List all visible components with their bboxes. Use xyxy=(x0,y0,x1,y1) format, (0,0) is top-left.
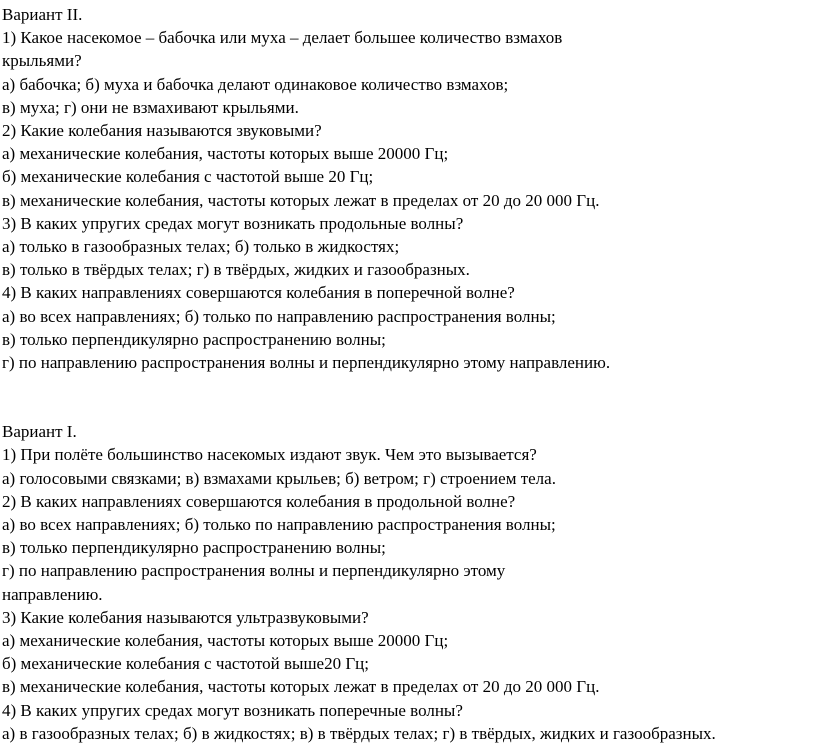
variant-2-line: в) муха; г) они не взмахивают крыльями. xyxy=(2,97,299,117)
variant-2-line: 4) В каких направлениях совершаются колебания в поперечной волне? xyxy=(2,283,515,303)
variant-1-line: 1) При полёте большинство насекомых издают звук. Чем это вызывается? xyxy=(2,445,537,465)
variant-1-line: г) по направлению распространения волны и перпендикулярно этому xyxy=(2,561,506,581)
variant-1-line: а) механические колебания, частоты которых выше 20000 Гц; xyxy=(2,631,449,651)
variant-2-line: а) бабочка; б) муха и бабочка делают одинаковое количество взмахов; xyxy=(2,74,509,94)
variant-1-line: а) голосовыми связками; в) взмахами крыльев; б) ветром; г) строением тела. xyxy=(2,468,556,488)
section-spacer xyxy=(2,374,816,420)
variant-2-line: крыльями? xyxy=(2,51,82,71)
variant-2-line: 3) В каких упругих средах могут возникать продольные волны? xyxy=(2,213,464,233)
variant-2-line: 1) Какое насекомое – бабочка или муха – делает большее количество взмахов xyxy=(2,28,563,48)
variant-1-line: направлению. xyxy=(2,584,103,604)
variant-1-line: б) механические колебания с частотой выше20 Гц; xyxy=(2,654,369,674)
variant-2-line: в) только в твёрдых телах; г) в твёрдых, жидких и газообразных. xyxy=(2,260,470,280)
variant-2-line: в) механические колебания, частоты которых лежат в пределах от 20 до 20 000 Гц. xyxy=(2,190,600,210)
variant-2-line: 2) Какие колебания называются звуковыми? xyxy=(2,121,322,141)
variant-2-line: а) механические колебания, частоты которых выше 20000 Гц; xyxy=(2,144,449,164)
variant-1-line: 3) Какие колебания называются ультразвуковыми? xyxy=(2,607,369,627)
variant-1-section xyxy=(2,420,816,745)
variant-2-title: Вариант II. xyxy=(2,5,83,24)
variant-1-line: а) во всех направлениях; б) только по направлению распространения волны; xyxy=(2,515,556,535)
variant-1-line: в) только перпендикулярно распространению волны; xyxy=(2,538,386,558)
variant-1-line: в) механические колебания, частоты которых лежат в пределах от 20 до 20 000 Гц. xyxy=(2,677,600,697)
variant-2-line: в) только перпендикулярно распространению волны; xyxy=(2,329,386,349)
variant-2-line: а) во всех направлениях; б) только по направлению распространения волны; xyxy=(2,306,556,326)
variant-1-line: 2) В каких направлениях совершаются колебания в продольной волне? xyxy=(2,491,516,511)
variant-1-line: 4) В каких упругих средах могут возникать поперечные волны? xyxy=(2,700,463,720)
variant-1-title: Вариант I. xyxy=(2,422,77,442)
variant-2-section xyxy=(2,3,816,374)
variant-2-line: а) только в газообразных телах; б) только в жидкостях; xyxy=(2,237,400,257)
variant-2-line: г) по направлению распространения волны и перпендикулярно этому направлению. xyxy=(2,353,611,373)
variant-2-line: б) механические колебания с частотой выше 20 Гц; xyxy=(2,167,374,187)
variant-1-line: а) в газообразных телах; б) в жидкостях; в) в твёрдых телах; г) в твёрдых, жидких и газообразных. xyxy=(2,723,716,743)
